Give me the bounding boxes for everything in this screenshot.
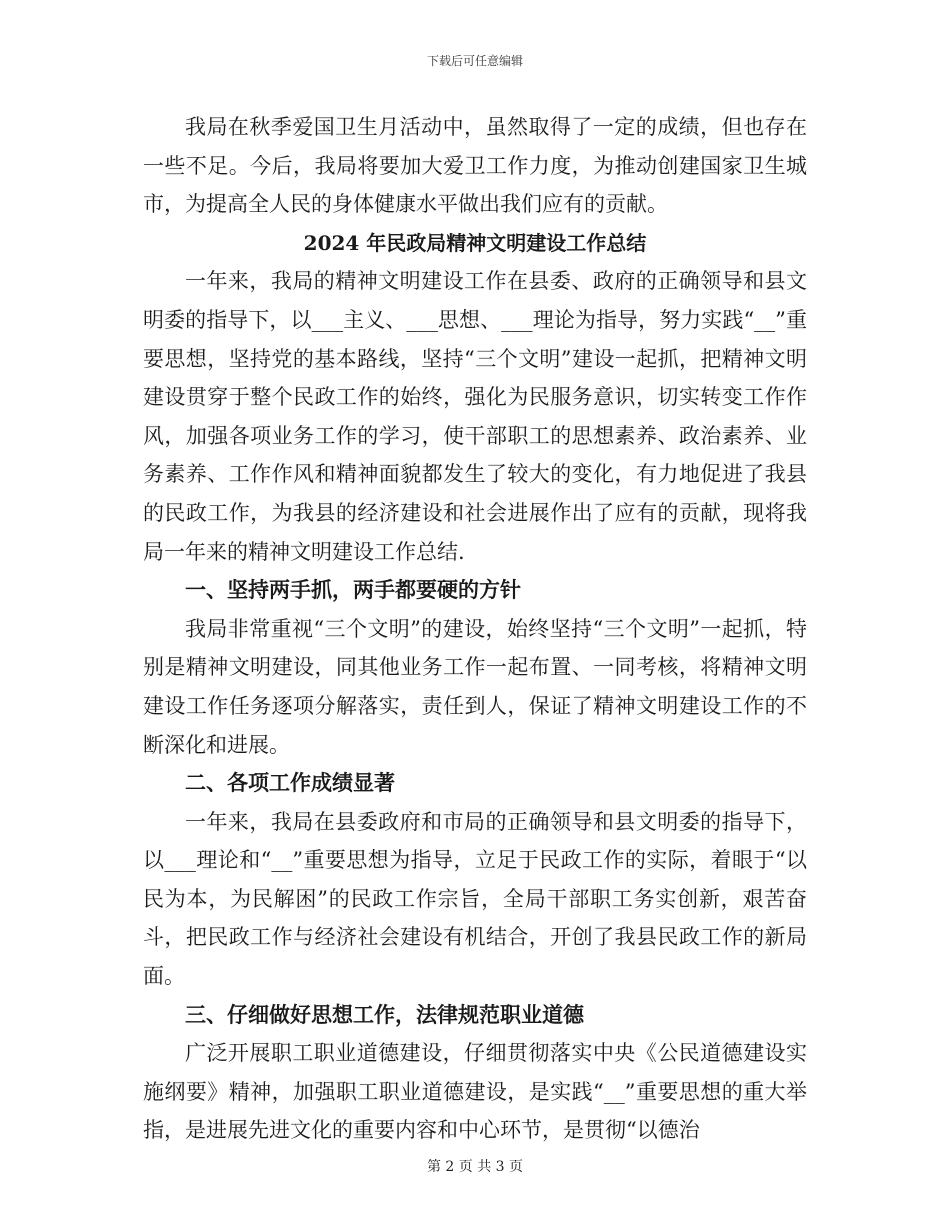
section-heading-3: 三、仔细做好思想工作，法律规范职业道德 (185, 1001, 584, 1027)
section-heading-2: 二、各项工作成绩显著 (185, 770, 395, 796)
page-footer: 第 2 页 共 3 页 (426, 1159, 524, 1175)
intro-paragraph: 我局在秋季爱国卫生月活动中，虽然取得了一定的成绩，但也存在一些不足。今后，我局将要加大爱卫工作力度，为推动创建国家卫生城市，为提高全人民的身体健康水平做出我们应有的贡献。 (143, 115, 807, 217)
paragraph-1: 一年来，我局的精神文明建设工作在县委、政府的正确领导和县文明委的指导下，以___主义、___思想、___理论为指导，努力实践“__”重要思想，坚持党的基本路线，坚持“三个文明”建设一起抓，把精神文明建设贯穿于整个民政工作的始终，强化为民服务意识，切实转变工作作风，加强各项业务工作的学习，使干部职工的思想素养、政治素养、业务素养、工作作风和精神面貌都发生了较大的变化，有力地促进了我县的民政工作，为我县的经济建设和社会进展作出了应有的贡献，现将我局一年来的精神文明建设工作总结. (143, 269, 807, 564)
paragraph-2: 我局非常重视“三个文明”的建设，始终坚持“三个文明”一起抓，特别是精神文明建设，同其他业务工作一起布置、一同考核，将精神文明建设工作任务逐项分解落实，责任到人，保证了精神文明建设工作的不断深化和进展。 (143, 616, 807, 757)
paragraph-3: 一年来，我局在县委政府和市局的正确领导和县文明委的指导下，以___理论和“__”重要思想为指导，立足于民政工作的实际，着眼于“以民为本，为民解困”的民政工作宗旨，全局干部职工务实创新，艰苦奋斗，把民政工作与经济社会建设有机结合，开创了我县民政工作的新局面。 (143, 809, 807, 989)
document-body (143, 108, 807, 1150)
page-header: 下载后可任意编辑 (426, 54, 523, 68)
document-title: 2024 年民政局精神文明建设工作总结 (303, 230, 647, 255)
section-heading-1: 一、坚持两手抓，两手都要硬的方针 (185, 577, 521, 603)
paragraph-4: 广泛开展职工职业道德建设，仔细贯彻落实中央《公民道德建设实施纲要》精神，加强职工职业道德建设，是实践“__”重要思想的重大举指，是进展先进文化的重要内容和中心环节，是贯彻“以德治 (143, 1041, 807, 1143)
